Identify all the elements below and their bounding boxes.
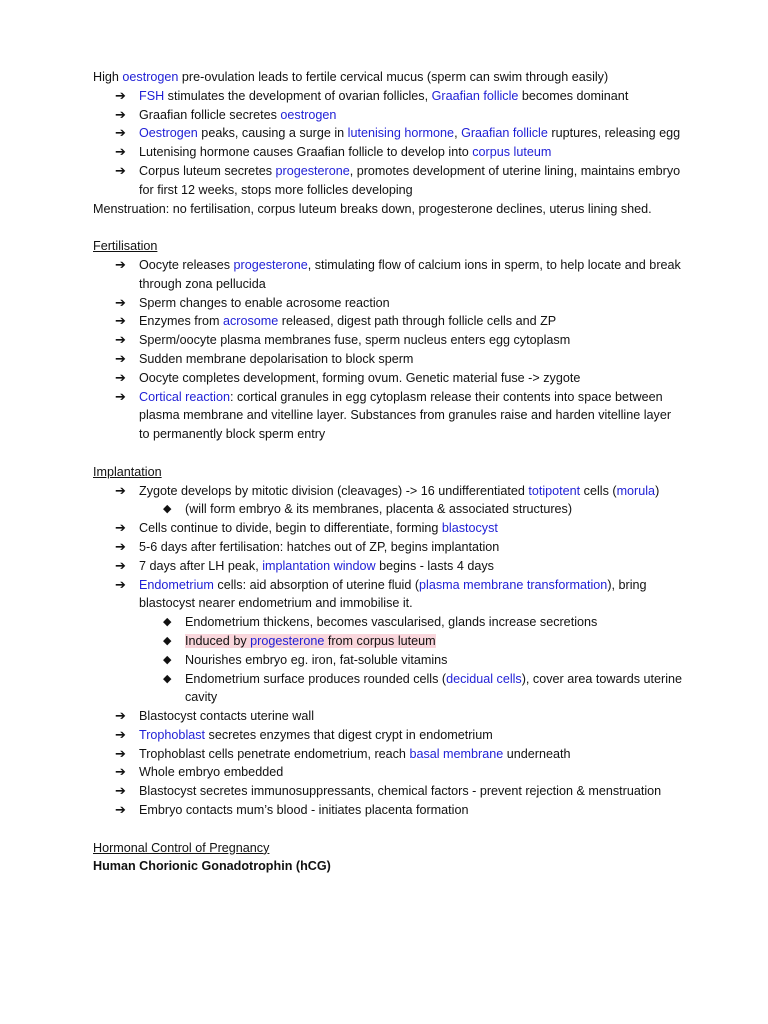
heading-fertilisation: Fertilisation (93, 239, 158, 254)
text: from corpus luteum (324, 633, 436, 648)
term-oestrogen: oestrogen (122, 70, 179, 84)
arrow-icon: ➔ (115, 520, 126, 536)
bullet-item (93, 162, 683, 200)
bullet-item (93, 763, 683, 782)
text: 7 days after LH peak, (139, 558, 263, 573)
arrow-icon: ➔ (115, 256, 126, 272)
term-acrosome: acrosome (222, 314, 279, 329)
bullet-item (93, 576, 683, 614)
bullet-item (93, 256, 683, 294)
text: Nourishes embryo eg. iron, fat-soluble vitamins (185, 652, 448, 667)
term-corpus-luteum: corpus luteum (472, 145, 552, 160)
text: begins - lasts 4 days (375, 558, 494, 573)
arrow-icon: ➔ (115, 745, 126, 761)
term-blastocyst: blastocyst (441, 521, 498, 536)
arrow-icon: ➔ (115, 125, 126, 141)
arrow-icon: ➔ (115, 726, 126, 742)
arrow-icon: ➔ (115, 106, 126, 122)
diamond-icon: ◆ (163, 653, 172, 666)
term-oestrogen: oestrogen (280, 107, 337, 122)
spacer (93, 444, 683, 463)
term-progesterone: progesterone (250, 633, 325, 648)
text: Oocyte releases (139, 257, 234, 272)
term-endometrium: Endometrium (139, 577, 214, 592)
text: Blastocyst contacts uterine wall (139, 709, 314, 724)
heading-hormonal-control: Hormonal Control of Pregnancy (93, 840, 270, 855)
arrow-icon: ➔ (115, 482, 126, 498)
term-implantation-window: implantation window (262, 558, 376, 573)
arrow-icon: ➔ (115, 802, 126, 818)
term-oestrogen: Oestrogen (139, 126, 198, 141)
text: peaks, causing a surge in (197, 126, 348, 141)
text: : cortical granules in egg cytoplasm release their contents into space between plasma membrane and vitelline layer. Substances from granules raise and harden vitelline layer to permanently block sperm entry (139, 389, 672, 442)
text: ) (655, 483, 660, 498)
bullet-item (93, 557, 683, 576)
term-progesterone: progesterone (233, 257, 308, 272)
bullet-item (93, 782, 683, 801)
text: Sperm/oocyte plasma membranes fuse, sperm nucleus enters egg cytoplasm (139, 333, 571, 348)
text: Enzymes from (139, 314, 223, 329)
term-graafian-follicle: Graafian follicle (461, 126, 548, 141)
text: underneath (503, 746, 571, 761)
text: , (454, 126, 462, 141)
arrow-icon: ➔ (115, 576, 126, 592)
diamond-icon: ◆ (163, 672, 172, 685)
sub-bullet-item (93, 500, 683, 519)
text: Endometrium surface produces rounded cells ( (185, 671, 447, 686)
text: , stimulating flow of calcium ions in sperm, to help locate and break through zona pellucida (139, 257, 681, 291)
text: Cells continue to divide, begin to differentiate, forming (139, 521, 442, 536)
text: Sudden membrane depolarisation to block sperm (139, 351, 414, 366)
text: Endometrium thickens, becomes vascularised, glands increase secretions (185, 615, 598, 630)
arrow-icon: ➔ (115, 388, 126, 404)
sub-bullet-item (93, 651, 683, 670)
spacer (93, 218, 683, 237)
bullet-item (93, 482, 683, 501)
text: Induced by (185, 633, 251, 648)
heading-implantation: Implantation (93, 464, 162, 479)
text: becomes dominant (518, 88, 629, 103)
text: ruptures, releasing egg (547, 126, 681, 141)
subheading-hcg: Human Chorionic Gonadotrophin (hCG) (93, 859, 331, 874)
text: stimulates the development of ovarian follicles, (164, 88, 432, 103)
term-graafian-follicle: Graafian follicle (431, 88, 519, 103)
text: Corpus luteum secretes (139, 163, 276, 178)
spacer (93, 820, 683, 839)
text: Trophoblast cells penetrate endometrium, reach (139, 746, 410, 761)
text: pre-ovulation leads to fertile cervical mucus (sperm can swim through easily) (178, 70, 609, 84)
arrow-icon: ➔ (115, 87, 126, 103)
bullet-item (93, 312, 683, 331)
sub-bullet-item (93, 613, 683, 632)
text: Whole embryo embedded (139, 765, 284, 780)
diamond-icon: ◆ (163, 634, 172, 647)
text: Graafian follicle secretes (139, 107, 281, 122)
arrow-icon: ➔ (115, 783, 126, 799)
bullet-item (93, 331, 683, 350)
arrow-icon: ➔ (115, 764, 126, 780)
text: ), cover area towards uterine cavity (185, 671, 683, 705)
bullet-item (93, 538, 683, 557)
term-basal-membrane: basal membrane (409, 746, 504, 761)
text: Blastocyst secretes immunosuppressants, chemical factors - prevent rejection & menstruation (139, 784, 662, 799)
text: High (93, 70, 123, 84)
highlight (185, 634, 436, 648)
bullet-item (93, 745, 683, 764)
term-fsh: FSH (139, 88, 165, 103)
bullet-item (93, 106, 683, 125)
bullet-item (93, 519, 683, 538)
bullet-item (93, 801, 683, 820)
sub-bullet-item (93, 670, 683, 708)
term-morula: morula (616, 483, 656, 498)
term-cortical-reaction: Cortical reaction (139, 389, 230, 404)
text: , promotes development of uterine lining, maintains embryo for first 12 weeks, stops more follicles developing (139, 163, 681, 197)
text: Zygote develops by mitotic division (cleavages) -> 16 undifferentiated (139, 483, 529, 498)
bullet-item (93, 87, 683, 106)
bullet-item (93, 707, 683, 726)
arrow-icon: ➔ (115, 708, 126, 724)
text: cells: aid absorption of uterine fluid ( (213, 577, 420, 592)
bullet-item (93, 294, 683, 313)
term-plasma-membrane-transformation: plasma membrane transformation (419, 577, 608, 592)
bullet-item (93, 726, 683, 745)
text: released, digest path through follicle cells and ZP (278, 314, 557, 329)
arrow-icon: ➔ (115, 313, 126, 329)
document-page (93, 68, 683, 876)
bullet-item (93, 350, 683, 369)
term-progesterone: progesterone (275, 163, 350, 178)
text: ), bring blastocyst nearer endometrium and immobilise it. (139, 577, 647, 611)
term-trophoblast: Trophoblast (139, 727, 206, 742)
bullet-item (93, 388, 683, 444)
text: Sperm changes to enable acrosome reaction (139, 295, 390, 310)
term-lutenising-hormone: lutenising hormone (347, 126, 455, 141)
bullet-item (93, 369, 683, 388)
sub-bullet-item-highlighted (93, 632, 683, 651)
text: Lutenising hormone causes Graafian follicle to develop into (139, 145, 473, 160)
bullet-item (93, 143, 683, 162)
text: cells ( (580, 483, 617, 498)
arrow-icon: ➔ (115, 332, 126, 348)
text: secretes enzymes that digest crypt in endometrium (205, 727, 493, 742)
arrow-icon: ➔ (115, 557, 126, 573)
arrow-icon: ➔ (115, 538, 126, 554)
term-totipotent: totipotent (528, 483, 581, 498)
bullet-item (93, 124, 683, 143)
text: 5-6 days after fertilisation: hatches out of ZP, begins implantation (139, 539, 500, 554)
diamond-icon: ◆ (163, 503, 172, 516)
diamond-icon: ◆ (163, 616, 172, 629)
arrow-icon: ➔ (115, 144, 126, 160)
paragraph-oestrogen (93, 68, 683, 87)
arrow-icon: ➔ (115, 350, 126, 366)
paragraph-menstruation: Menstruation: no fertilisation, corpus luteum breaks down, progesterone declines, uterus lining shed. (93, 201, 652, 216)
text: Oocyte completes development, forming ovum. Genetic material fuse -> zygote (139, 370, 581, 385)
term-decidual-cells: decidual cells (446, 671, 522, 686)
arrow-icon: ➔ (115, 369, 126, 385)
text: (will form embryo & its membranes, placenta & associated structures) (185, 502, 573, 517)
arrow-icon: ➔ (115, 162, 126, 178)
arrow-icon: ➔ (115, 294, 126, 310)
text: Embryo contacts mum’s blood - initiates placenta formation (139, 803, 469, 818)
